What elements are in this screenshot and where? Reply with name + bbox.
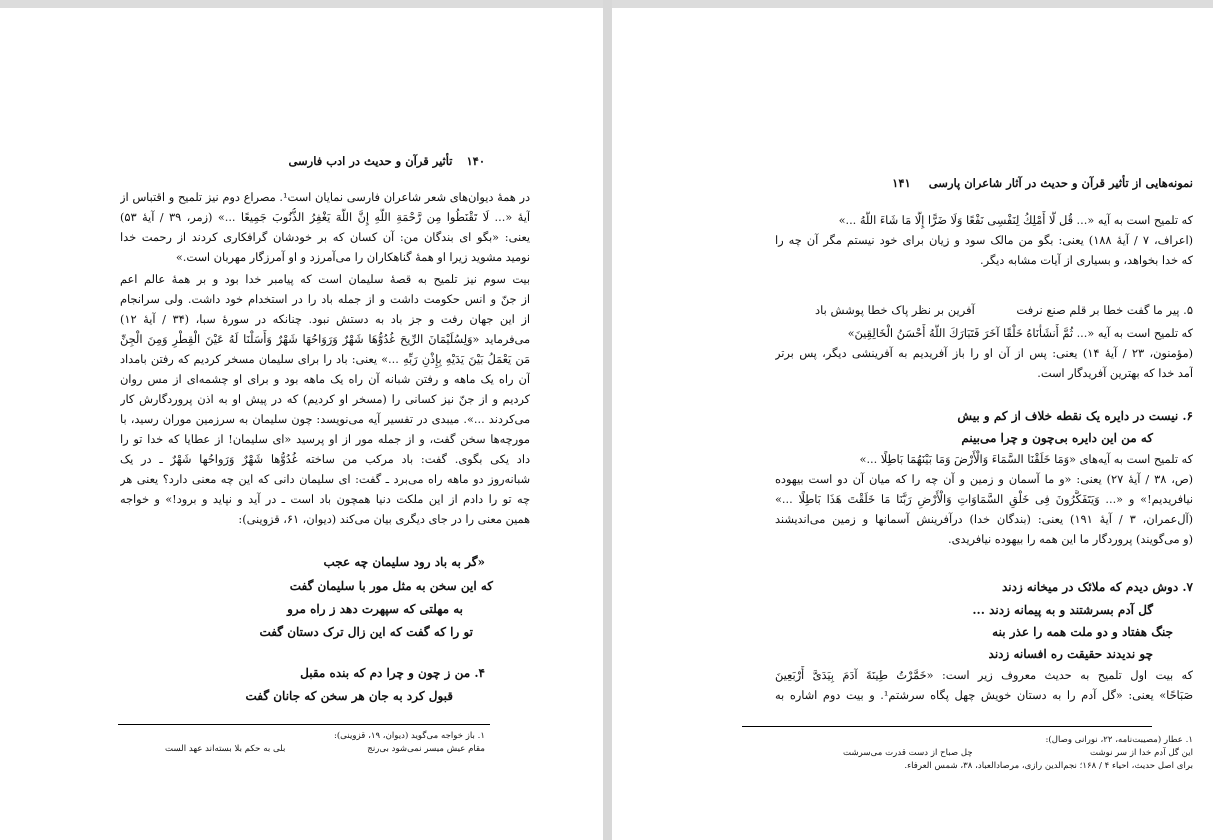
- footnote-verse: مقام عیش میسر نمی‌شود بی‌رنج: [367, 744, 485, 754]
- text-line: که تلمیح است به آیه «... ثُمَّ أَنشَأْنَاهُ خَلْقًا آخَرَ فَتَبَارَكَ اللَّهُ أَحْسَنُ الْخَالِقِینَ»: [847, 327, 1193, 340]
- footnote-verse: این گل آدم خدا از سر نوشت: [1089, 748, 1193, 758]
- footnote-verse: بلی به حکم بلا بسته‌اند عهد الست: [165, 744, 286, 754]
- verse-line: قبول کرد به جان هر سخن که جانان گفت: [245, 689, 453, 703]
- footnote: [783, 734, 1193, 773]
- verse-line: تو را که گفت که این زال ترک دستان گفت: [259, 625, 473, 639]
- footnote-rule: [118, 724, 490, 725]
- text-line: آن راه یک ماهه و رفتن شبانه آن راه یک ماهه بود و برای او چشمه‌ای از مس روان: [120, 373, 530, 386]
- text-line: داد یکی بگوی. گفت: باد مرکب من ساخته غُدُوُّها شَهْرٌ وَرَواحُها شَهْرٌ ـ در یک: [120, 453, 530, 466]
- text-line: (ص، ۳۸ / آیهٔ ۲۷) یعنی: «و ما آسمان و زمین و آن چه را که میان آن دو است بیهوده: [775, 473, 1193, 486]
- text-line: یعنی: «بگو ای بندگان من: آن کسان که بر خودشان گرافکاری کردند از رحمت خدا: [120, 231, 530, 244]
- numbered-item-6: ۶. نیست در دایره یک نقطه خلاف از کم و بیش: [957, 409, 1193, 423]
- footnote-line: ۱. باز خواجه می‌گوید (دیوان، ۱۹، قزوینی):: [333, 731, 485, 741]
- page-number: ۱۴۰: [466, 154, 485, 168]
- text-line: که تلمیح است به آیه‌های «وَمَا خَلَقْنَا السَّمَاءَ وَالْأَرْضَ وَمَا بَیْنَهُمَا بَاطِلًا ...»: [859, 453, 1193, 466]
- numbered-item-4: ۴. من ز چون و چرا دم که بنده مقبل: [300, 666, 485, 680]
- page-header: [892, 176, 1193, 190]
- verse-line: گل آدم بسرشتند و به پیمانه زدند ...: [972, 603, 1153, 617]
- footnote-line: برای اصل حدیث، احیاء ۴ / ۱۶۸؛ نجم‌الدین رازی، مرصادالعباد، ۳۸، شمس العرفاء.: [904, 761, 1193, 771]
- text-line: (و می‌گویند) پروردگار ما این همه را بیهوده نیافریدی.: [948, 533, 1193, 546]
- text-line: چه تو را دادم از این ملکت دنیا همچون باد است ـ در آید و نپاید و برود!» و خواجه: [120, 493, 530, 506]
- text-line: بیت سوم نیز تلمیح به قصهٔ سلیمان است که پیامبر خدا بود و بر همهٔ عالم اعم: [120, 273, 530, 286]
- text-line: که خدا بخواهد، و بسیاری از آیات مشابه دیگر.: [980, 254, 1193, 267]
- text-line: مَن یَعْمَلُ بَیْنَ یَدَیْهِ بِإِذْنِ رَبِّهِ ...» یعنی: باد را برای سلیمان مسخر کردیم که رفتن بامداد: [120, 353, 530, 366]
- numbered-item-7: ۷. دوش دیدم که ملائک در میخانه زدند: [1001, 580, 1193, 594]
- text-line: می‌کردند ...». میبدی در تفسیر آیه می‌نویسد: چون سلیمان به سرزمین موران رسید، با: [120, 413, 530, 426]
- text-line: از جنّ و انس حکومت داشت و از جمله باد را در استخدام خود داشت. ولی سرانجام: [120, 293, 530, 306]
- book-page-140: [0, 8, 603, 840]
- text-line: در همهٔ دیوان‌های شعر شاعران فارسی نمایان است¹. مصراع دوم نیز تلمیح و اقتباس از: [120, 191, 530, 204]
- paragraph-4: [775, 666, 1193, 706]
- text-line: آمد خدا که بهترین آفریدگار است.: [1037, 367, 1193, 380]
- numbered-item-5: [775, 300, 1193, 320]
- paragraph-1: [120, 188, 530, 268]
- text-line: نومید مشوید زیرا او همهٔ گناهکاران را می‌آمرزد و او آمرزگار مهربان است.»: [175, 251, 530, 264]
- text-line: نیافریدیم!» و «... وَیَتَفَكَّرُونَ فِی خَلْقِ السَّمَاوَاتِ وَالْأَرْضِ رَبَّنَا مَا خَلَقْتَ هَذَا بَاطِلًا ...»: [775, 493, 1193, 506]
- text-line: (مؤمنون، ۲۳ / آیهٔ ۱۴) یعنی: پس از آن او را باز آفریدیم به آفرینشی دیگر، پس برتر: [775, 347, 1193, 360]
- verse-line: «گر به باد رود سلیمان چه عجب: [323, 555, 485, 569]
- verse-line: چو ندیدند حقیقت ره افسانه زدند: [988, 647, 1153, 661]
- text-line: که تلمیح است به آیه «... قُل لَّا أَمْلِكُ لِنَفْسِی نَفْعًا وَلَا ضَرًّا إِلَّا مَا شَاءَ اللَّهُ ...»: [838, 214, 1193, 227]
- text-line: (آل‌عمران، ۳ / آیهٔ ۱۹۱) یعنی: (بندگان خدا) درآفرینش آسمانها و زمین می‌اندیشند: [775, 513, 1193, 526]
- running-title: تأثیر قرآن و حدیث در ادب فارسی: [288, 154, 453, 168]
- page-number: ۱۴۱: [892, 176, 911, 190]
- page-header: [288, 154, 485, 168]
- verse-line: که این سخن به مثل مور با سلیمان گفت: [289, 579, 493, 593]
- text-line: همین معنی را در جای دیگری بیان می‌کند (دیوان، ۶۱، قزوینی):: [238, 513, 530, 526]
- page-gutter: [603, 0, 612, 840]
- footnote: [115, 730, 485, 756]
- footnote-rule: [742, 726, 1152, 727]
- text-line: صَبَاحًا» یعنی: «گل آدم را به دستان خویش چهل پگاه سرشتم¹. و بیت دوم اشاره به: [775, 689, 1193, 702]
- verse-line: جنگ هفتاد و دو ملت همه را عذر بنه: [992, 625, 1173, 639]
- text-line: (اعراف، ۷ / آیهٔ ۱۸۸) یعنی: بگو من مالک سود و زیان برای خود نیستم مگر آن چه را: [775, 234, 1193, 247]
- text-line: آیهٔ «... لَا تَقْنَطُوا مِن رَّحْمَةِ اللَّهِ إِنَّ اللَّهَ یَغْفِرُ الذُّنُوبَ جَمِیعًا ...» (زمر، ۳۹ / آیهٔ ۵۳): [120, 211, 530, 224]
- item-verse: آفرین بر نظر پاک خطا پوشش باد: [815, 303, 975, 317]
- verse-line: به مهلتی که سپهرت دهد ز راه مرو: [287, 602, 463, 616]
- text-line: مورچه‌ها سخن گفت، و از جمله مور از او پرسید «ای سلیمان! از عطایا که خدا تو را: [120, 433, 530, 446]
- footnote-verse: چل صباح از دست قدرت می‌سرشت: [843, 748, 973, 758]
- paragraph-1: [775, 211, 1193, 271]
- text-line: که بیت اول تلمیح به حدیث معروف زیر است: «خَمَّرْتُ طِینَةَ آدَمَ بِیَدَیَّ أَرْبَعِینَ: [775, 669, 1193, 682]
- book-page-141: [612, 8, 1213, 840]
- verse-line: که من این دایره بی‌چون و چرا می‌بینم: [961, 431, 1153, 445]
- text-line: از این جهان رفت و جز باد به دستش نبود. چنانکه در سورهٔ سبا، (۳۴ / آیهٔ ۱۲): [120, 313, 530, 326]
- paragraph-2: [775, 324, 1193, 384]
- text-line: شبانه‌روز دو ماهه راه می‌برد ـ گفت: ای سلیمان دانی که این چه معنی دارد؟ یعنی هر: [120, 473, 530, 486]
- footnote-line: ۱. عطار (مصیبت‌نامه، ۲۲، نورانی وصال):: [1045, 735, 1193, 745]
- paragraph-3: [775, 450, 1193, 550]
- running-title: نمونه‌هایی از تأثیر قرآن و حدیث در آثار شاعران پارسی: [928, 176, 1193, 190]
- item-title: ۵. پیر ما گفت خطا بر قلم صنع نرفت: [1016, 303, 1193, 317]
- paragraph-2: [120, 270, 530, 530]
- text-line: کردیم و از جنّ نیز کسانی را (مسخر او کردیم) که در پیش او به اذن پروردگارش کار: [120, 393, 530, 406]
- text-line: می‌فرماید «وَلِسُلَیْمَانَ الرِّیحَ غُدُوُّهَا شَهْرٌ وَرَوَاحُهَا شَهْرٌ وَأَسَلْنَا لَهُ عَیْنَ الْقِطْرِ وَمِنَ الْجِنِّ: [120, 333, 530, 346]
